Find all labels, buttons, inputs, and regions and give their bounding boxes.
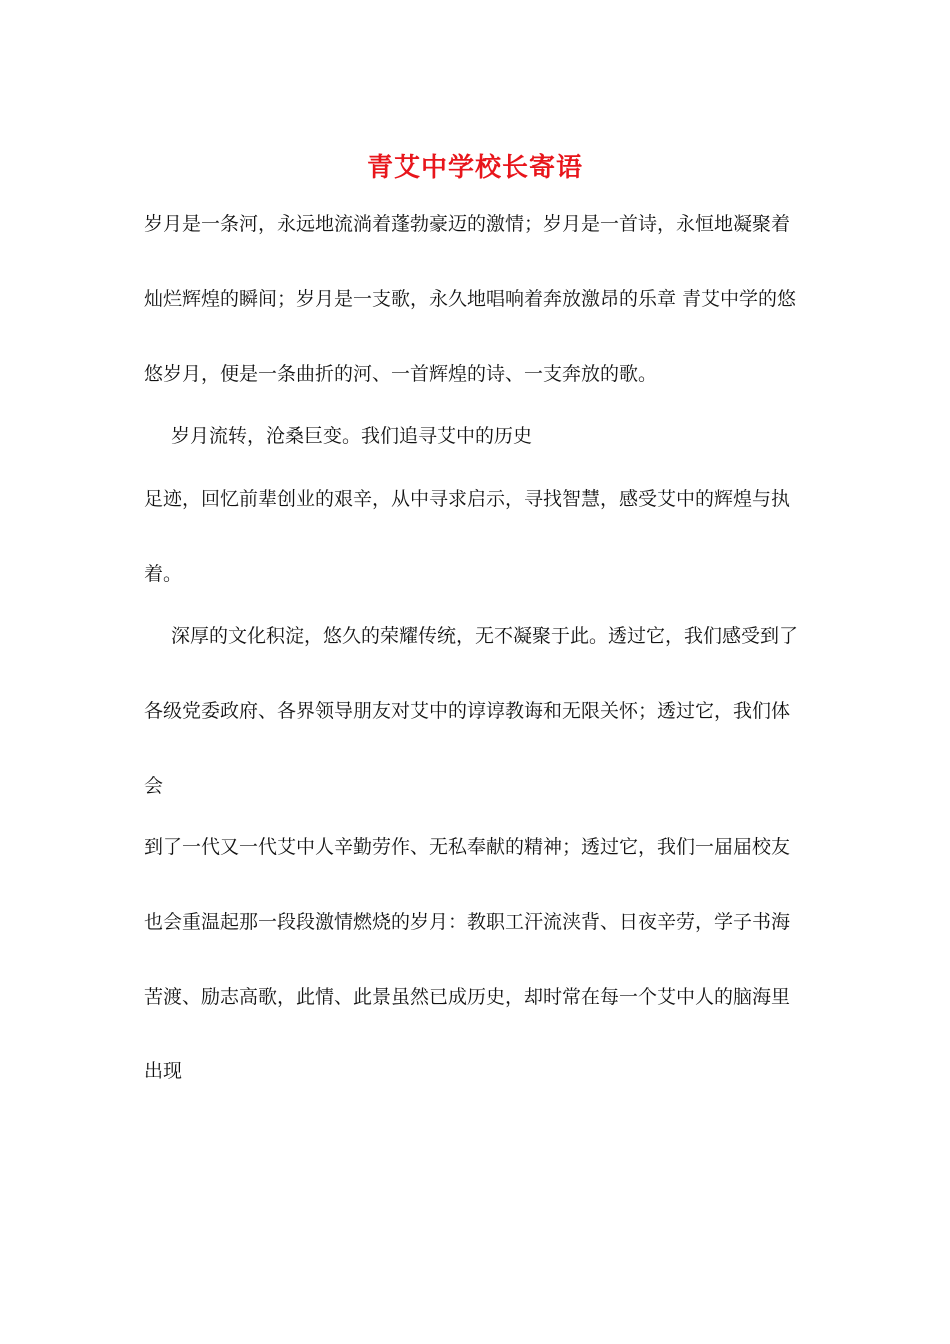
paragraph-line-6: 着。 [144,563,183,585]
paragraph-line-2: 灿烂辉煌的瞬间；岁月是一支歌，永久地唱响着奔放激昂的乐章 青艾中学的悠 [144,288,797,310]
paragraph-line-10: 到了一代又一代艾中人辛勤劳作、无私奉献的精神；透过它，我们一届届校友 [144,836,791,858]
document-title: 青艾中学校长寄语 [366,153,583,183]
paragraph-line-13: 出现 [144,1060,183,1082]
paragraph-line-1: 岁月是一条河，永远地流淌着蓬勃豪迈的激情；岁月是一首诗，永恒地凝聚着 [144,213,791,235]
paragraph-line-4: 岁月流转，沧桑巨变。我们追寻艾中的历史 [171,425,533,447]
paragraph-line-5: 足迹，回忆前辈创业的艰辛，从中寻求启示，寻找智慧，感受艾中的辉煌与执 [144,488,791,510]
paragraph-line-11: 也会重温起那一段段激情燃烧的岁月：教职工汗流浃背、日夜辛劳，学子书海 [144,911,791,933]
paragraph-line-3: 悠岁月，便是一条曲折的河、一首辉煌的诗、一支奔放的歌。 [144,363,658,385]
paragraph-line-7: 深厚的文化积淀，悠久的荣耀传统，无不凝聚于此。透过它，我们感受到了 [171,625,799,647]
paragraph-line-8: 各级党委政府、各界领导朋友对艾中的谆谆教诲和无限关怀；透过它，我们体 [144,700,791,722]
paragraph-line-12: 苦渡、励志高歌，此情、此景虽然已成历史，却时常在每一个艾中人的脑海里 [144,986,791,1008]
paragraph-line-9: 会 [144,775,164,797]
